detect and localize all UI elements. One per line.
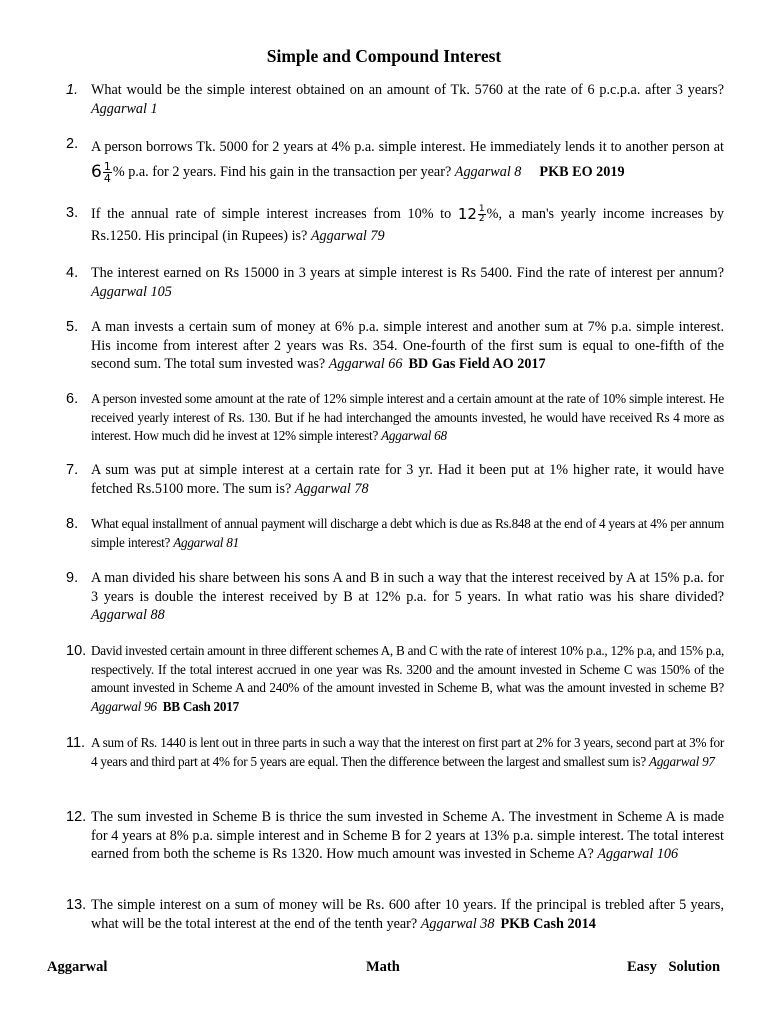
question-number: 8. [66, 516, 79, 532]
question-1 [66, 81, 724, 118]
question-reference: Aggarwal 8 [454, 164, 522, 181]
question-number: 1. [66, 82, 79, 98]
question-3 [66, 204, 724, 247]
question-number: 4. [66, 265, 79, 281]
question-text: The interest earned on Rs 15000 in 3 years at simple interest is Rs 5400. Find the rate of interest per annum? [91, 265, 724, 281]
question-reference: Aggarwal 78 [294, 480, 369, 497]
question-number: 6. [66, 391, 79, 407]
mixed-fraction: 12 $\frac{1}{2}$ [457, 204, 485, 224]
question-text: The simple interest on a sum of money will be Rs. 600 after 10 years. If the principal is trebled after 5 years, what will be the total interest at the end of the tenth year? [91, 897, 724, 932]
footer-left: Aggarwal [47, 959, 108, 975]
question-number: 11. [66, 735, 86, 751]
question-12 [66, 808, 724, 864]
question-text: The sum invested in Scheme B is thrice the sum invested in Scheme A. The investment in Scheme A is made for 4 years at 8% p.a. simple interest and in Scheme B for 2 years at 13% p.a. simple interest. The total interest earned from both the scheme is Rs 1320. How much amount was invested in Scheme A? [91, 809, 724, 862]
exam-tag: BB Cash 2017 [162, 698, 239, 714]
question-number: 9. [66, 570, 79, 586]
question-number: 10. [66, 643, 87, 659]
question-reference: Aggarwal 81 [173, 534, 239, 550]
question-10 [66, 642, 724, 716]
question-5 [66, 318, 724, 374]
question-reference: Aggarwal 38 [420, 915, 495, 932]
question-text: David invested certain amount in three different schemes A, B and C with the rate of interest 10% p.a., 12% p.a, and 15% p.a, respectively. If the total interest accrued in one year was Rs. 3200 and the amount invested in Scheme C was 150% of the amount invested in Scheme A and 240% of the amount invested in Scheme B, what was the amount invested in scheme B? [91, 643, 724, 695]
question-reference: Aggarwal 88 [91, 607, 165, 623]
question-reference: Aggarwal 66 [328, 356, 403, 372]
question-reference: Aggarwal 97 [649, 753, 715, 769]
question-text: A man divided his share between his sons A and B in such a way that the interest received by A at 15% p.a. for 3 years is double the interest received by B at 12% p.a. for 5 years. In what ratio was his share divided? [91, 570, 724, 605]
question-2 [66, 135, 724, 186]
question-4 [66, 264, 724, 301]
question-text-part-b: %, a man's yearly income increases by Rs.1250. His principal (in Rupees) is? [91, 206, 724, 244]
question-reference: Aggarwal 105 [91, 283, 172, 300]
footer-center: Math [366, 959, 400, 975]
question-6 [66, 390, 724, 446]
question-7 [66, 461, 724, 498]
exam-tag: PKB Cash 2014 [500, 915, 596, 932]
question-number: 5. [66, 319, 79, 335]
question-text: What would be the simple interest obtained on an amount of Tk. 5760 at the rate of 6 p.c.p.a. after 3 years? [91, 82, 724, 98]
question-text-part-a: A person borrows Tk. 5000 for 2 years at 4% p.a. simple interest. He immediately lends it to another person at [91, 139, 724, 155]
exam-tag: BD Gas Field AO 2017 [408, 356, 546, 372]
question-text: A man invests a certain sum of money at 6% p.a. simple interest and another sum at 7% p.a. simple interest. His income from interest after 2 years was Rs. 354. One-fourth of the first sum is equal to one-fifth of the second sum. The total sum invested was? [91, 319, 724, 372]
question-text: A person invested some amount at the rate of 12% simple interest and a certain amount at the rate of 10% simple interest. He received yearly interest of Rs. 130. But if he had interchanged the amounts invested, he would have received Rs 4 more as interest. How much did he invest at 12% simple interest? [91, 391, 724, 443]
question-number: 2. [66, 136, 79, 152]
question-9 [66, 569, 724, 625]
question-number: 7. [66, 462, 79, 478]
question-reference: Aggarwal 79 [310, 227, 385, 244]
mixed-fraction: 6 $\frac{1}{4}$ [91, 160, 111, 185]
question-reference: Aggarwal 106 [597, 846, 679, 862]
question-text-part-a: If the annual rate of simple interest increases from 10% to [91, 206, 452, 223]
question-reference: Aggarwal 1 [91, 100, 158, 117]
page-title: Simple and Compound Interest [266, 46, 502, 66]
question-11 [66, 734, 724, 771]
question-text: What equal installment of annual payment will discharge a debt which is due as Rs.848 at the end of 4 years at 4% per annum simple interest? [91, 516, 724, 550]
question-reference: Aggarwal 68 [381, 428, 447, 443]
question-number: 13. [66, 897, 87, 913]
question-8 [66, 515, 724, 552]
question-text: A sum was put at simple interest at a certain rate for 3 yr. Had it been put at 1% higher rate, it would have fetched Rs.5100 more. The sum is? [91, 462, 724, 497]
question-13 [66, 896, 724, 933]
question-number: 12. [66, 809, 87, 825]
footer-right: Easy Solution [627, 959, 721, 975]
question-number: 3. [66, 205, 79, 221]
question-text-part-b: % p.a. for 2 years. Find his gain in the transaction per year? [112, 164, 452, 181]
question-reference: Aggarwal 96 [91, 698, 157, 714]
question-text: A sum of Rs. 1440 is lent out in three parts in such a way that the interest on first part at 2% for 3 years, second part at 3% for 4 years and third part at 4% for 5 years are equal. Then the difference between the largest and smallest sum is? [91, 735, 724, 769]
exam-tag: PKB EO 2019 [539, 164, 625, 181]
